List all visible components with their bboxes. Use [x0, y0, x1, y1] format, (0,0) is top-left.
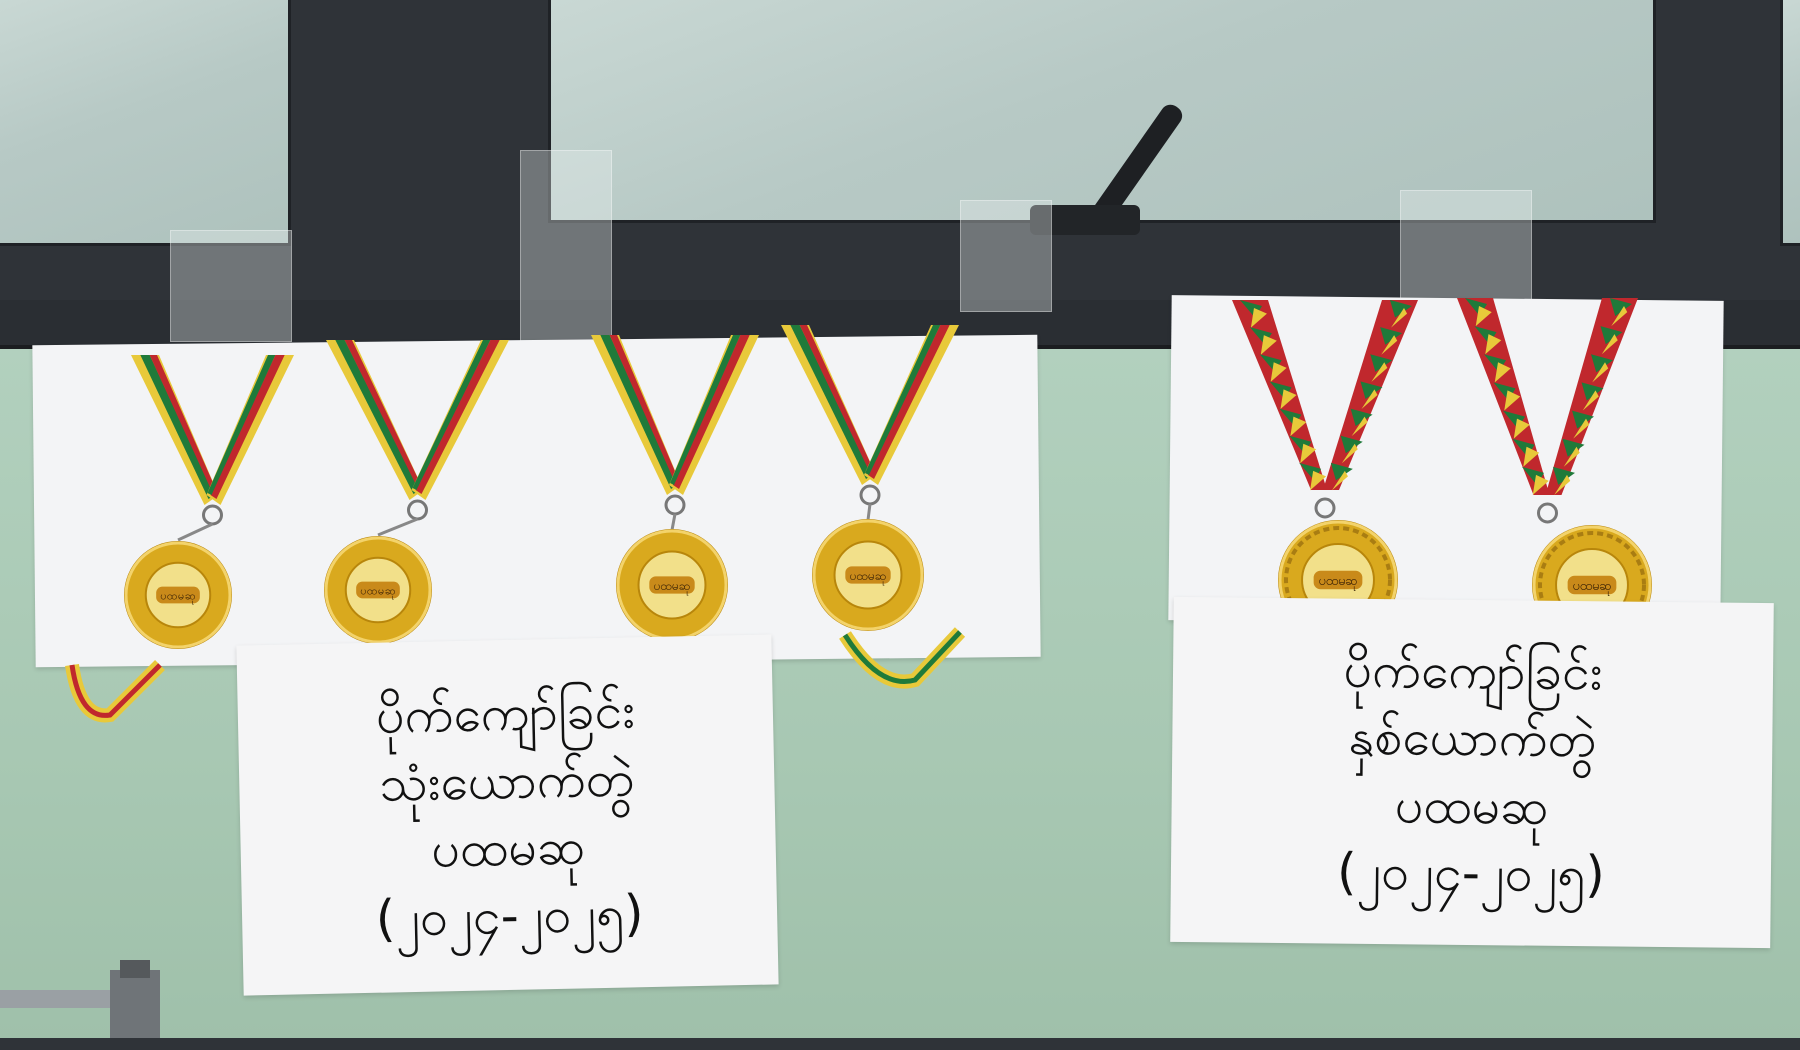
ribbon-stripe [345, 340, 423, 490]
ribbon-stripe [610, 335, 680, 485]
medal-text: ပထမဆု [1572, 579, 1612, 595]
ribbon-stripe [150, 355, 218, 495]
left-label-card [236, 634, 778, 995]
medal-hook [178, 524, 213, 540]
medal-text: ပထမဆု [653, 578, 691, 593]
left-label-line-4: (၂၀၂၄-၂၀၂၅) [375, 883, 645, 948]
ribbon-stripe [670, 335, 740, 485]
medal-text: ပထမဆု [160, 588, 196, 603]
medal-hook [378, 519, 418, 535]
ribbon-stripe [673, 335, 750, 489]
ribbon-stripe [416, 340, 500, 494]
ribbon-stripe [790, 325, 872, 479]
bottom-rail [0, 1038, 1800, 1050]
metal-clamp [0, 960, 200, 1040]
right-label-line-3: ပထမဆု [1394, 775, 1549, 836]
right-label-line-2: နှစ်ယောက်တွဲ [1348, 707, 1597, 769]
left-label-line-3: ပထမဆု [430, 817, 586, 879]
medal-hook [868, 504, 870, 520]
medal-text: ပထမဆု [360, 583, 396, 598]
medal-ring [861, 486, 879, 504]
ribbon-stripe [413, 340, 491, 490]
medal-ring [666, 496, 684, 514]
medal-ring [204, 506, 222, 524]
left-label-line-2: သုံးယောက်တွဲ [378, 748, 635, 813]
medal-ring [1539, 504, 1557, 522]
right-label-card [1170, 597, 1774, 948]
ribbon-strap [1232, 300, 1327, 490]
ribbon-stripe [335, 340, 419, 494]
medal-ring [409, 501, 427, 519]
left-label-line-1: ပိုက်ကျော်ခြင်း [375, 681, 636, 745]
right-label-line-1: ပိုက်ကျော်ခြင်း [1343, 640, 1603, 701]
ribbon-stripe [800, 325, 875, 475]
ribbon-stripe [600, 335, 677, 489]
ribbon-stripe [211, 355, 285, 499]
ribbon-stripe [868, 325, 950, 479]
medal-ring [1316, 499, 1334, 517]
ribbon-stripe [208, 355, 276, 495]
medal-text: ပထမဆု [1318, 574, 1358, 590]
ribbon-strap [1457, 298, 1550, 495]
ribbon-stripe [140, 355, 214, 499]
right-label-line-4: (၂၀၂၄-၂၀၂၅) [1336, 842, 1606, 904]
medal-text: ပထမဆု [849, 568, 887, 583]
ribbon-stripe [865, 325, 940, 475]
medal-hook [672, 514, 675, 530]
